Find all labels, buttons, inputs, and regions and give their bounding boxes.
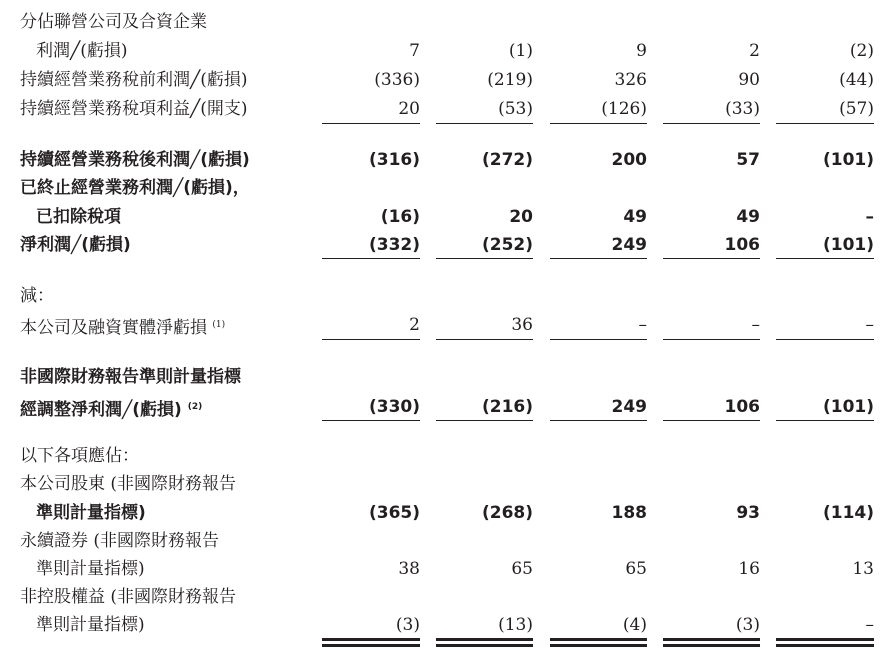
value-cell: 38 bbox=[398, 559, 420, 579]
row-label-text: 準則計量指標) bbox=[36, 559, 145, 579]
row-label bbox=[36, 556, 145, 582]
value-cell: (272) bbox=[481, 150, 533, 170]
table-row bbox=[0, 147, 881, 173]
table-row bbox=[0, 9, 881, 35]
row-label bbox=[20, 528, 219, 554]
value-cell: 90 bbox=[738, 70, 760, 90]
row-label bbox=[20, 175, 250, 201]
row-label bbox=[20, 471, 236, 497]
value-cell: 249 bbox=[611, 397, 647, 417]
value-cell: (57) bbox=[839, 99, 874, 119]
subtotal-rule bbox=[550, 258, 647, 259]
row-label-text: 準則計量指標) bbox=[36, 503, 146, 523]
subtotal-rule bbox=[776, 123, 874, 124]
row-label-text: 以下各項應佔： bbox=[20, 446, 139, 466]
row-label-text: 已終止經營業務利潤╱(虧損)， bbox=[20, 178, 250, 198]
row-label bbox=[20, 96, 248, 122]
table-row bbox=[0, 556, 881, 582]
row-label-text: 淨利潤╱(虧損) bbox=[20, 235, 131, 255]
table-row bbox=[0, 528, 881, 554]
value-cell: 2 bbox=[749, 41, 760, 61]
value-cell: 65 bbox=[511, 559, 533, 579]
row-label-text: 持續經營業務稅前利潤╱(虧損) bbox=[20, 70, 248, 90]
value-cell: (1) bbox=[508, 41, 533, 61]
table-row bbox=[0, 175, 881, 201]
table-row bbox=[0, 394, 881, 420]
value-cell: (2) bbox=[849, 41, 874, 61]
value-cell: (101) bbox=[822, 150, 874, 170]
row-label bbox=[20, 584, 236, 610]
table-row bbox=[0, 500, 881, 526]
value-cell: (365) bbox=[368, 503, 420, 523]
value-cell: (3) bbox=[395, 615, 420, 635]
value-cell: 93 bbox=[736, 503, 760, 523]
subtotal-rule bbox=[322, 258, 420, 259]
value-cell: (114) bbox=[822, 503, 874, 523]
total-double-rule bbox=[550, 638, 647, 641]
row-label bbox=[20, 147, 250, 173]
table-row bbox=[0, 612, 881, 638]
value-cell: 16 bbox=[738, 559, 760, 579]
subtotal-rule bbox=[663, 123, 760, 124]
total-double-rule bbox=[663, 638, 760, 641]
value-cell: 200 bbox=[611, 150, 647, 170]
value-cell: 188 bbox=[611, 503, 647, 523]
subtotal-rule bbox=[663, 420, 760, 421]
row-label bbox=[36, 204, 121, 230]
value-cell: (53) bbox=[498, 99, 533, 119]
row-label bbox=[20, 364, 241, 390]
table-row bbox=[0, 232, 881, 258]
subtotal-rule bbox=[322, 339, 420, 340]
value-cell: (126) bbox=[601, 99, 647, 119]
row-label bbox=[20, 443, 139, 469]
value-cell: – bbox=[638, 315, 647, 335]
row-label bbox=[36, 38, 128, 64]
row-label-text: 分佔聯營公司及合資企業 bbox=[20, 12, 207, 32]
value-cell: 49 bbox=[736, 207, 760, 227]
row-label-text: 準則計量指標) bbox=[36, 615, 145, 635]
value-cell: – bbox=[751, 315, 760, 335]
value-cell: (44) bbox=[839, 70, 874, 90]
value-cell: (3) bbox=[735, 615, 760, 635]
value-cell: (330) bbox=[368, 397, 420, 417]
value-cell: (101) bbox=[822, 397, 874, 417]
value-cell: (268) bbox=[481, 503, 533, 523]
row-label bbox=[20, 67, 248, 93]
row-label-text: 本公司股東 (非國際財務報告 bbox=[20, 474, 237, 494]
table-row bbox=[0, 364, 881, 390]
total-double-rule bbox=[436, 638, 533, 641]
footnote-marker: (2) bbox=[187, 402, 203, 412]
value-cell: – bbox=[865, 315, 874, 335]
subtotal-rule bbox=[436, 420, 533, 421]
row-label bbox=[36, 612, 145, 638]
value-cell: (316) bbox=[368, 150, 420, 170]
row-label-text: 本公司及融資實體淨虧損 bbox=[20, 318, 207, 338]
value-cell: (336) bbox=[374, 70, 420, 90]
table-row bbox=[0, 471, 881, 497]
row-label bbox=[20, 232, 131, 258]
value-cell: (332) bbox=[368, 235, 420, 255]
value-cell: 106 bbox=[724, 235, 760, 255]
value-cell: 36 bbox=[511, 315, 533, 335]
footnote-marker: (1) bbox=[212, 320, 226, 330]
row-label bbox=[20, 283, 54, 309]
row-label bbox=[20, 312, 225, 341]
row-label bbox=[20, 394, 202, 423]
table-row bbox=[0, 204, 881, 230]
value-cell: 2 bbox=[409, 315, 420, 335]
subtotal-rule bbox=[776, 420, 874, 421]
total-double-rule bbox=[322, 638, 420, 641]
value-cell: 326 bbox=[614, 70, 647, 90]
subtotal-rule bbox=[550, 123, 647, 124]
row-label-text: 經調整淨利潤╱(虧損) bbox=[20, 400, 182, 420]
value-cell: (216) bbox=[481, 397, 533, 417]
value-cell: 57 bbox=[736, 150, 760, 170]
table-row bbox=[0, 96, 881, 122]
subtotal-rule bbox=[776, 339, 874, 340]
row-label-text: 永續證券 (非國際財務報告 bbox=[20, 531, 220, 551]
subtotal-rule bbox=[663, 258, 760, 259]
subtotal-rule bbox=[550, 339, 647, 340]
table-row bbox=[0, 584, 881, 610]
row-label bbox=[20, 9, 207, 35]
value-cell: 106 bbox=[724, 397, 760, 417]
value-cell: 13 bbox=[852, 559, 874, 579]
subtotal-rule bbox=[436, 339, 533, 340]
value-cell: – bbox=[865, 207, 874, 227]
row-label-text: 減： bbox=[20, 286, 54, 306]
value-cell: 249 bbox=[611, 235, 647, 255]
value-cell: (219) bbox=[487, 70, 533, 90]
table-row bbox=[0, 67, 881, 93]
value-cell: 9 bbox=[636, 41, 647, 61]
value-cell: – bbox=[865, 615, 874, 635]
table-row bbox=[0, 312, 881, 338]
value-cell: 65 bbox=[625, 559, 647, 579]
table-row bbox=[0, 38, 881, 64]
subtotal-rule bbox=[436, 258, 533, 259]
value-cell: (101) bbox=[822, 235, 874, 255]
subtotal-rule bbox=[322, 420, 420, 421]
subtotal-rule bbox=[663, 339, 760, 340]
total-double-rule bbox=[776, 638, 874, 641]
value-cell: (33) bbox=[725, 99, 760, 119]
value-cell: (16) bbox=[380, 207, 420, 227]
value-cell: 20 bbox=[509, 207, 533, 227]
row-label-text: 非控股權益 (非國際財務報告 bbox=[20, 587, 237, 607]
row-label-text: 非國際財務報告準則計量指標 bbox=[20, 367, 241, 387]
value-cell: (252) bbox=[481, 235, 533, 255]
value-cell: (13) bbox=[498, 615, 533, 635]
subtotal-rule bbox=[322, 123, 420, 124]
table-row bbox=[0, 283, 881, 309]
value-cell: 49 bbox=[623, 207, 647, 227]
value-cell: 20 bbox=[398, 99, 420, 119]
subtotal-rule bbox=[436, 123, 533, 124]
value-cell: 7 bbox=[409, 41, 420, 61]
row-label-text: 已扣除稅項 bbox=[36, 207, 121, 227]
row-label-text: 持續經營業務稅項利益╱(開支) bbox=[20, 99, 248, 119]
row-label-text: 持續經營業務稅後利潤╱(虧損) bbox=[20, 150, 250, 170]
row-label bbox=[36, 500, 146, 526]
table-row bbox=[0, 443, 881, 469]
subtotal-rule bbox=[550, 420, 647, 421]
value-cell: (4) bbox=[622, 615, 647, 635]
subtotal-rule bbox=[776, 258, 874, 259]
row-label-text: 利潤╱(虧損) bbox=[36, 41, 128, 61]
